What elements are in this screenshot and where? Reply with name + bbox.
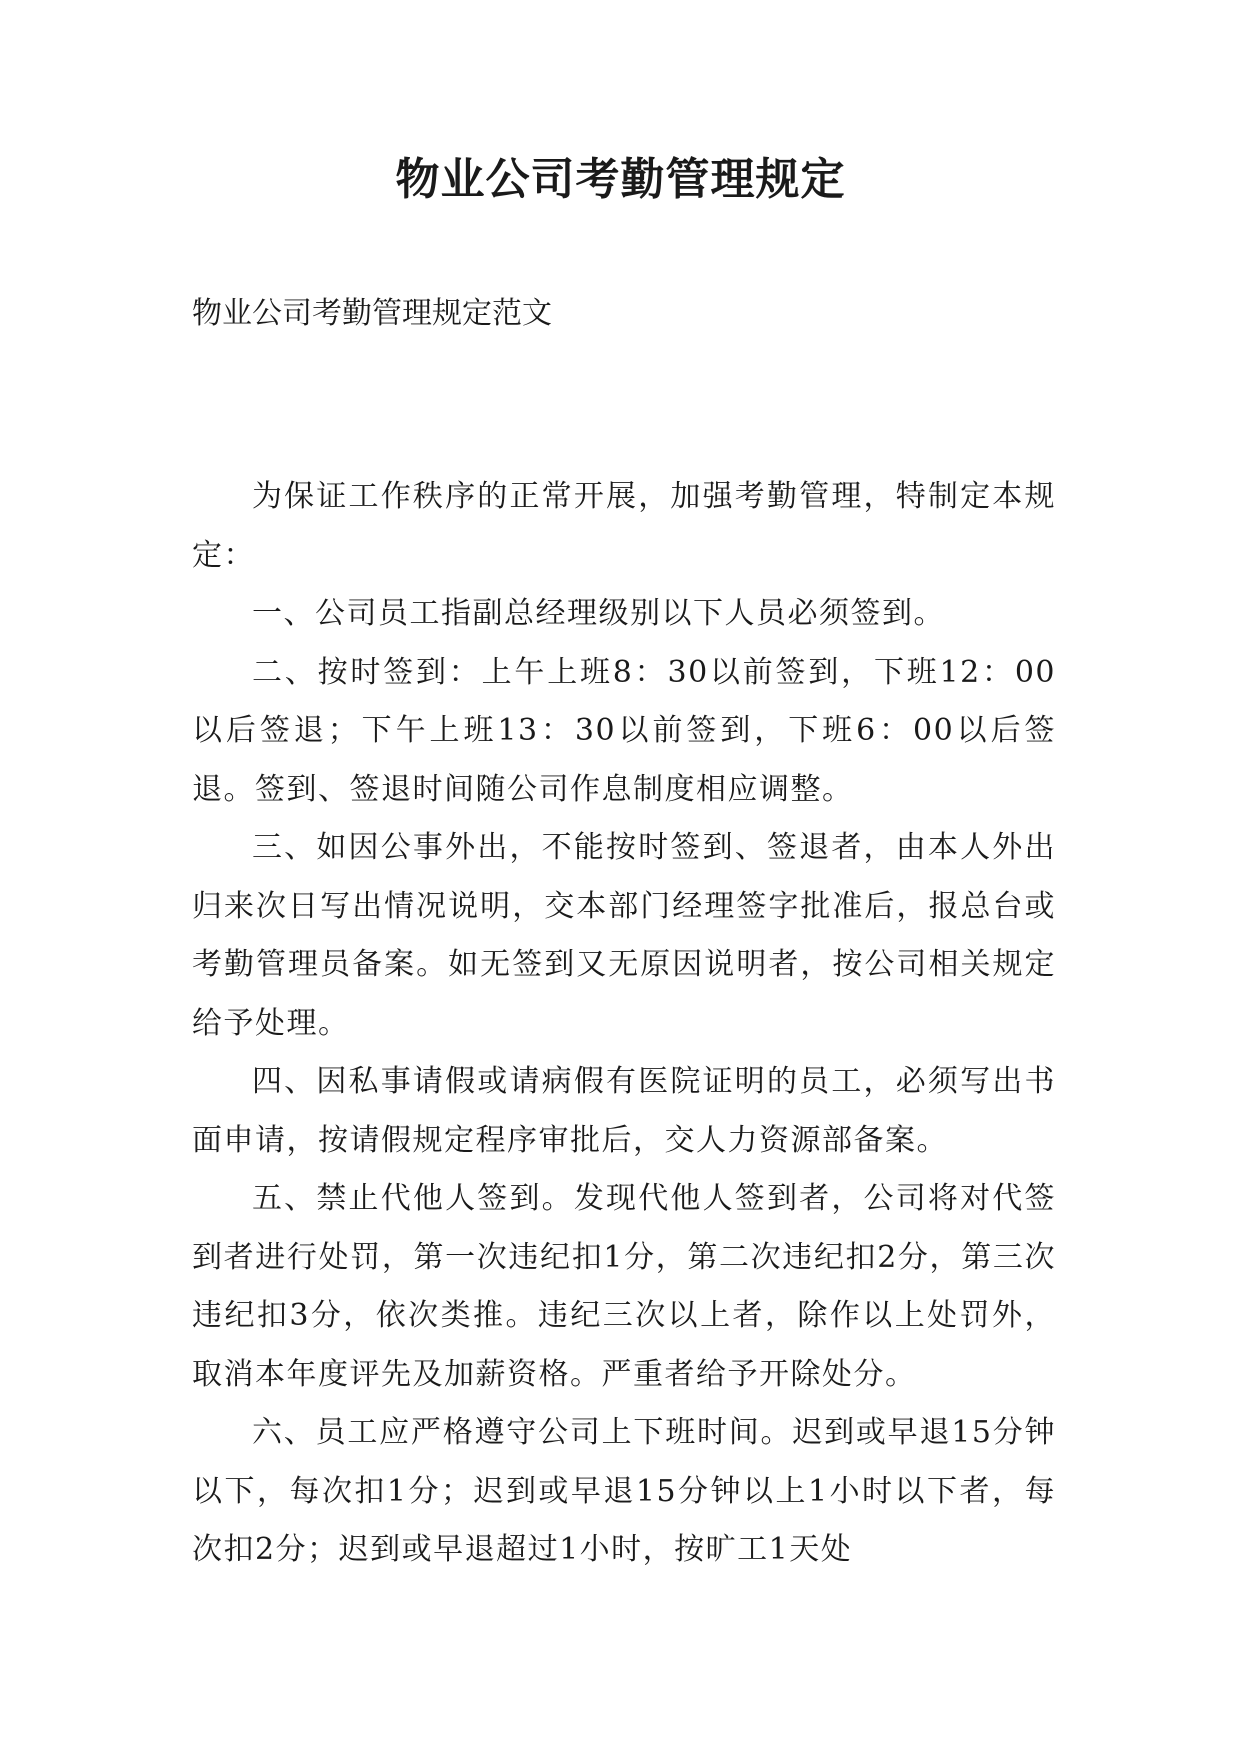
- paragraph-rule-4: 四、因私事请假或请病假有医院证明的员工，必须写出书面申请，按请假规定程序审批后，交人力资源部备案。: [192, 1064, 1056, 1158]
- document-subtitle: 物业公司考勤管理规定范文: [192, 296, 552, 331]
- paragraph-rule-1: 一、公司员工指副总经理级别以下人员必须签到。: [252, 596, 945, 631]
- paragraph-rule-5: 五、禁止代他人签到。发现代他人签到者，公司将对代签到者进行处罚，第一次违纪扣1分，第二次违纪扣2分，第三次违纪扣3分，依次类推。违纪三次以上者，除作以上处罚外，取消本年度评先及加薪资格。严重者给予开除处分。: [192, 1181, 1056, 1392]
- document-title: 物业公司考勤管理规定: [395, 154, 846, 205]
- document-body: [192, 468, 1056, 1580]
- paragraph-rule-6: 六、员工应严格遵守公司上下班时间。迟到或早退15分钟以下，每次扣1分；迟到或早退15分钟以上1小时以下者，每次扣2分；迟到或早退超过1小时，按旷工1天处: [192, 1415, 1056, 1567]
- paragraph-rule-3: 三、如因公事外出，不能按时签到、签退者，由本人外出归来次日写出情况说明，交本部门经理签字批准后，报总台或考勤管理员备案。如无签到又无原因说明者，按公司相关规定给予处理。: [192, 830, 1056, 1041]
- paragraph-intro: 为保证工作秩序的正常开展，加强考勤管理，特制定本规定：: [192, 479, 1056, 573]
- paragraph-rule-2: 二、按时签到：上午上班8：30以前签到，下班12：00以后签退；下午上班13：30以前签到，下班6：00以后签退。签到、签退时间随公司作息制度相应调整。: [192, 654, 1056, 807]
